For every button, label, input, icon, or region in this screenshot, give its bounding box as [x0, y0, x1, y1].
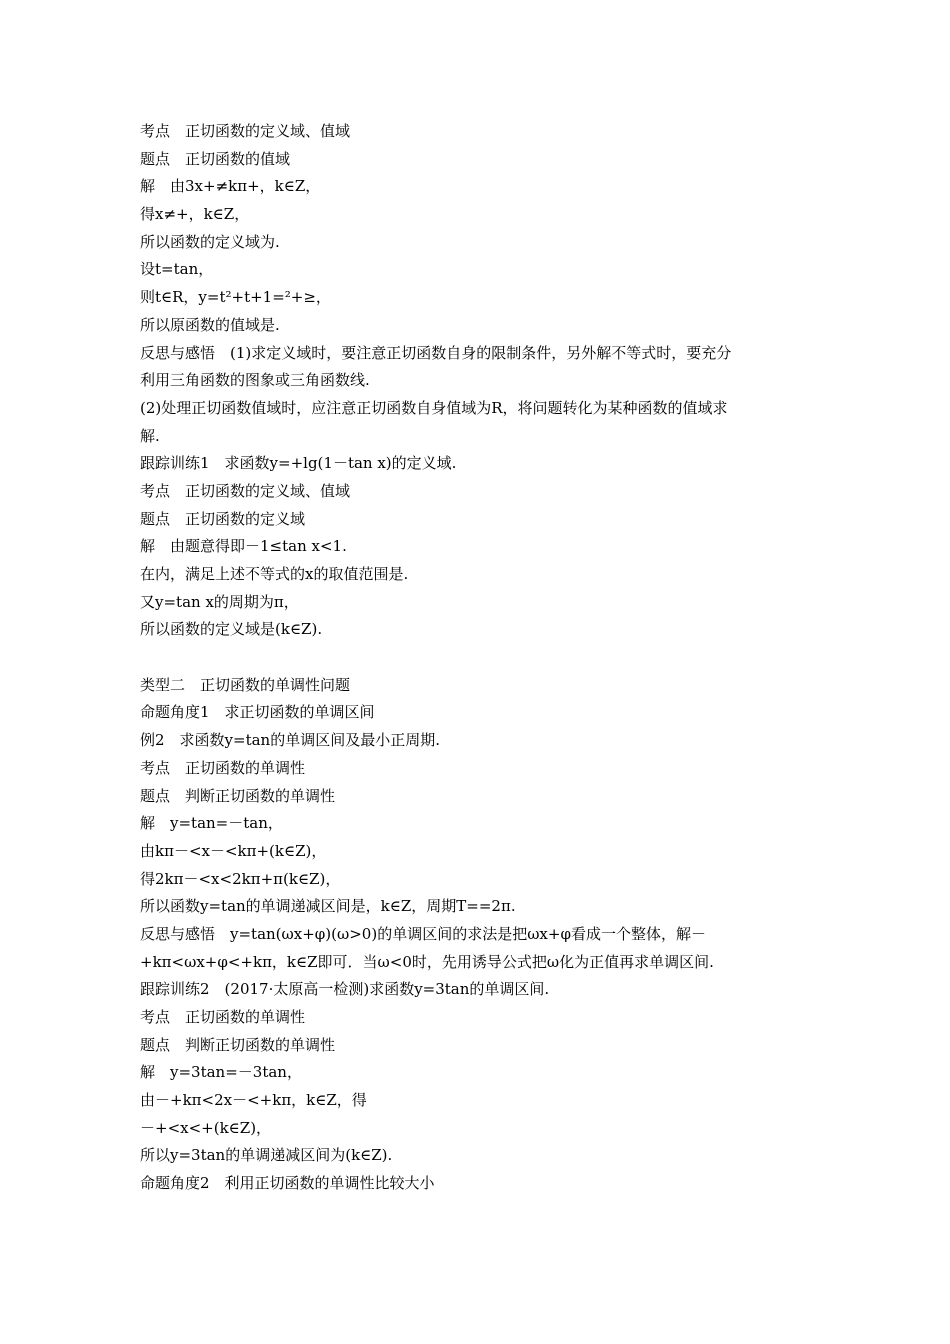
- text-line: 跟踪训练1 求函数y=+lg(1－tan x)的定义域.: [140, 454, 457, 473]
- text-line: 解 y=3tan=－3tan，: [140, 1063, 302, 1082]
- text-line: 所以函数的定义域为.: [140, 232, 280, 251]
- text-line: 所以原函数的值域是.: [140, 315, 280, 334]
- text-line: 解 y=tan=－tan，: [140, 814, 283, 833]
- text-line: 由kπ－<x－<kπ+(k∈Z)，: [140, 841, 327, 860]
- text-line: 得x≠+，k∈Z，: [140, 205, 250, 224]
- document-body: [140, 118, 820, 1198]
- text-line: －+<x<+(k∈Z)，: [140, 1118, 272, 1137]
- text-line: 所以函数的定义域是(k∈Z).: [140, 620, 323, 639]
- text-line: 所以函数y=tan的单调递减区间是，k∈Z，周期T==2π.: [140, 897, 516, 916]
- text-line: 题点 正切函数的值域: [140, 149, 291, 168]
- text-line: 考点 正切函数的定义域、值域: [140, 481, 351, 500]
- text-line: 例2 求函数y=tan的单调区间及最小正周期.: [140, 731, 440, 750]
- text-line: 设t=tan，: [140, 260, 214, 279]
- text-line: 解 由题意得即－1≤tan x<1.: [140, 537, 347, 556]
- text-line: 由－+kπ<2x－<+kπ，k∈Z，得: [140, 1091, 367, 1110]
- text-line: 解.: [140, 426, 160, 445]
- text-line: 考点 正切函数的定义域、值域: [140, 122, 351, 140]
- text-line: 跟踪训练2 (2017·太原高一检测)求函数y=3tan的单调区间.: [140, 980, 550, 999]
- text-line: 反思与感悟 (1)求定义域时，要注意正切函数自身的限制条件，另外解不等式时，要充分: [140, 343, 732, 362]
- section-heading: 类型二 正切函数的单调性问题: [140, 675, 351, 694]
- text-line: 在内，满足上述不等式的x的取值范围是.: [140, 565, 409, 583]
- blank-line: [140, 644, 820, 672]
- text-line: 题点 正切函数的定义域: [140, 509, 306, 528]
- text-line: +kπ<ωx+φ<+kπ，k∈Z即可．当ω<0时，先用诱导公式把ω化为正值再求单调区间.: [140, 952, 714, 971]
- text-line: 考点 正切函数的单调性: [140, 758, 306, 777]
- text-line: 考点 正切函数的单调性: [140, 1008, 306, 1026]
- text-line: 又y=tan x的周期为π，: [140, 592, 299, 611]
- text-line: 反思与感悟 y=tan(ωx+φ)(ω>0)的单调区间的求法是把ωx+φ看成一个整体，解－: [140, 924, 706, 943]
- text-line: 利用三角函数的图象或三角函数线.: [140, 371, 370, 390]
- text-line: 所以y=3tan的单调递减区间为(k∈Z).: [140, 1146, 393, 1165]
- text-line: 命题角度2 利用正切函数的单调性比较大小: [140, 1174, 435, 1193]
- text-line: 题点 判断正切函数的单调性: [140, 786, 336, 805]
- text-line: 则t∈R，y=t²+t+1=²+≥，: [140, 288, 331, 307]
- text-line: 命题角度1 求正切函数的单调区间: [140, 703, 375, 722]
- text-line: 解 由3x+≠kπ+，k∈Z，: [140, 177, 321, 196]
- text-line: 得2kπ－<x<2kπ+π(k∈Z)，: [140, 869, 341, 888]
- text-line: (2)处理正切函数值域时，应注意正切函数自身值域为R，将问题转化为某种函数的值域求: [140, 398, 728, 417]
- text-line: 题点 判断正切函数的单调性: [140, 1035, 336, 1054]
